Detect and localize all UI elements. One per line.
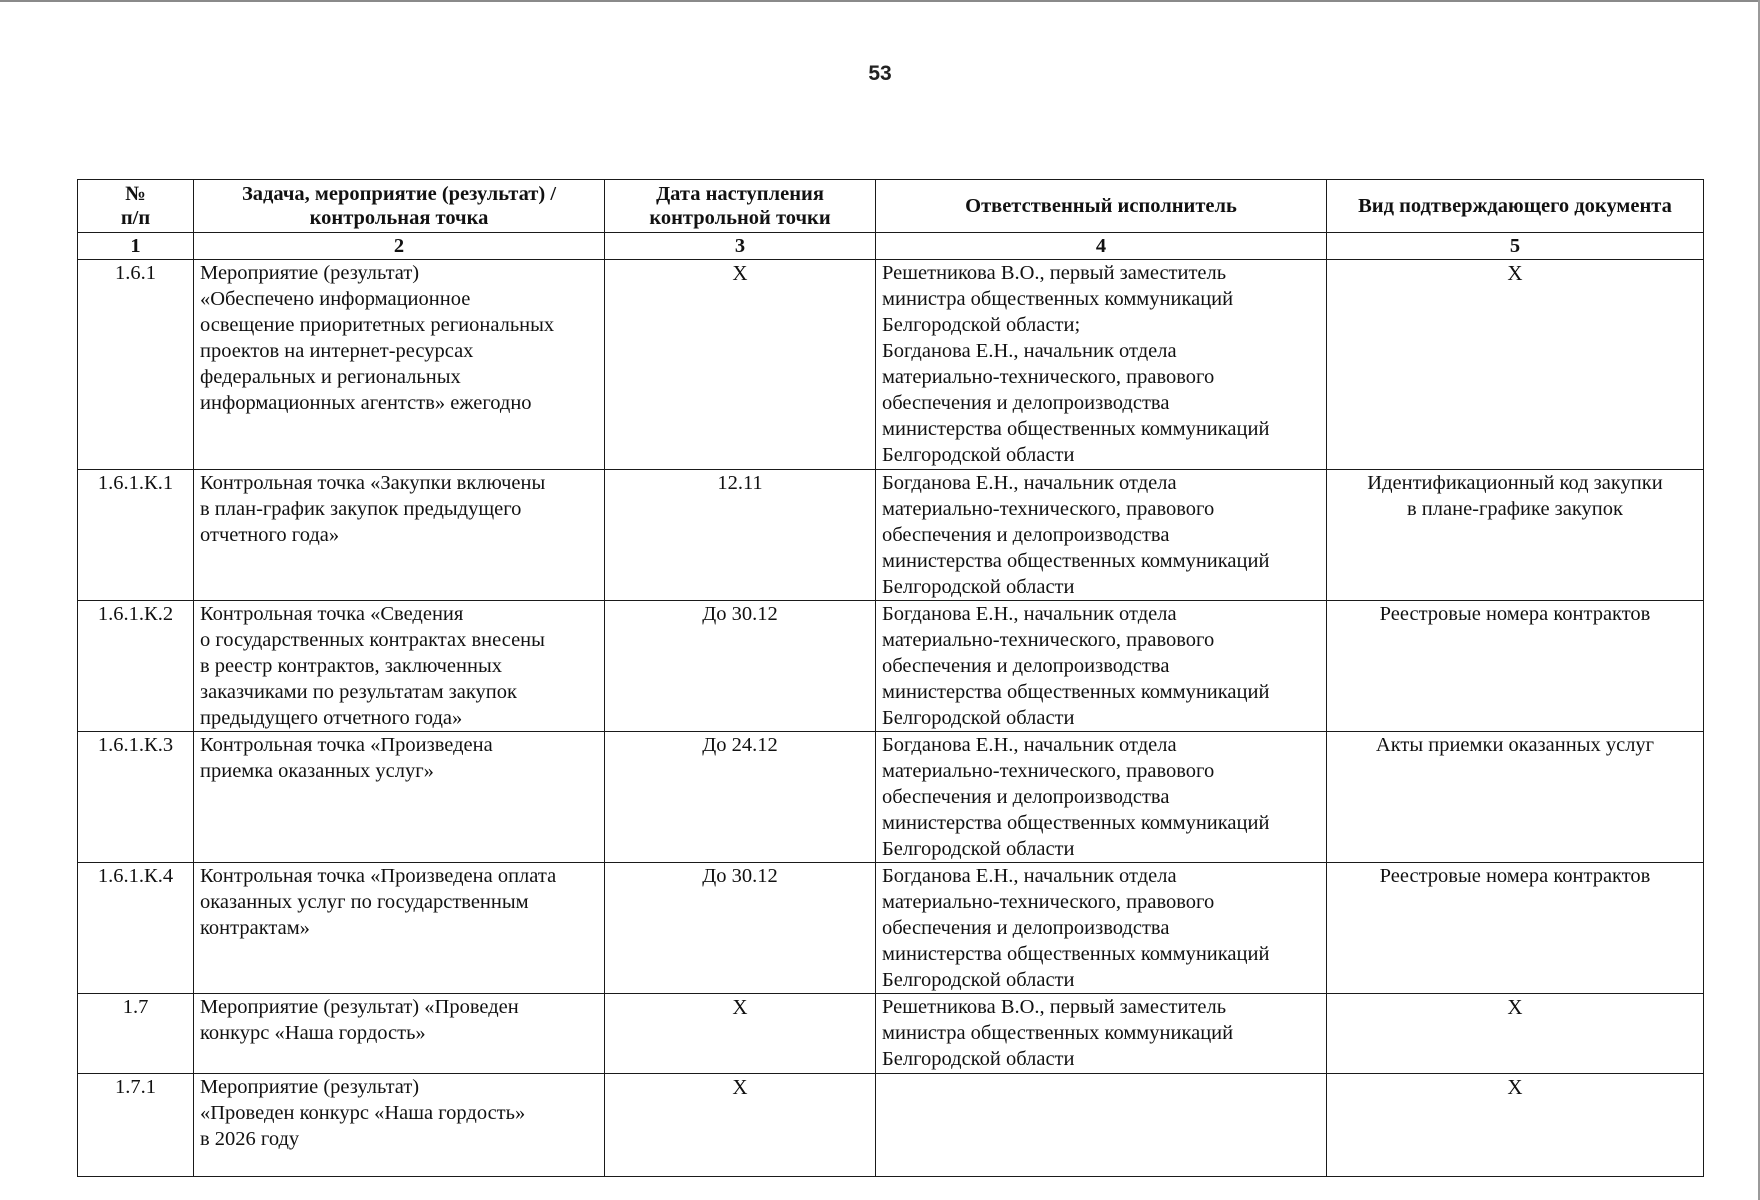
row-task: Мероприятие (результат) «Проведен конкурс «Наша гордость» в 2026 году (194, 1074, 605, 1177)
scan-edge-top (0, 0, 1760, 2)
column-number: 5 (1327, 233, 1704, 260)
column-number: 2 (194, 233, 605, 260)
row-document: Х (1327, 260, 1704, 470)
row-number: 1.6.1.К.3 (78, 732, 194, 863)
row-responsible (876, 1074, 1327, 1177)
row-number: 1.6.1.К.2 (78, 601, 194, 732)
row-number: 1.6.1.К.4 (78, 863, 194, 994)
column-number-row (78, 233, 1704, 260)
table-row (78, 994, 1704, 1074)
row-responsible: Богданова Е.Н., начальник отдела материально-технического, правового обеспечения и делопроизводства министерства общественных коммуникаций Белгородской области (876, 470, 1327, 601)
header-document: Вид подтверждающего документа (1327, 180, 1704, 233)
row-document: Х (1327, 994, 1704, 1074)
row-document: Х (1327, 1074, 1704, 1177)
row-date: Х (605, 1074, 876, 1177)
header-number: № п/п (78, 180, 194, 233)
row-task: Мероприятие (результат) «Проведен конкурс «Наша гордость» (194, 994, 605, 1074)
row-document: Идентификационный код закупки в плане-графике закупок (1327, 470, 1704, 601)
table-row (78, 732, 1704, 863)
row-document: Реестровые номера контрактов (1327, 601, 1704, 732)
row-responsible: Богданова Е.Н., начальник отдела материально-технического, правового обеспечения и делопроизводства министерства общественных коммуникаций Белгородской области (876, 732, 1327, 863)
row-number: 1.6.1.К.1 (78, 470, 194, 601)
row-date: Х (605, 994, 876, 1074)
table-row (78, 863, 1704, 994)
table-row (78, 260, 1704, 470)
row-date: До 30.12 (605, 863, 876, 994)
row-responsible: Решетникова В.О., первый заместитель министра общественных коммуникаций Белгородской области; Богданова Е.Н., начальник отдела материально-технического, правового обеспечения и делопроизводства министерства общественных коммуникаций Белгородской области (876, 260, 1327, 470)
row-task: Мероприятие (результат) «Обеспечено информационное освещение приоритетных региональных проектов на интернет-ресурсах федеральных и региональных информационных агентств» ежегодно (194, 260, 605, 470)
row-document: Акты приемки оказанных услуг (1327, 732, 1704, 863)
control-points-table (77, 179, 1704, 1177)
row-number: 1.6.1 (78, 260, 194, 470)
table-row (78, 601, 1704, 732)
row-date: 12.11 (605, 470, 876, 601)
column-number: 3 (605, 233, 876, 260)
row-number: 1.7 (78, 994, 194, 1074)
table-row (78, 470, 1704, 601)
page-number: 53 (868, 62, 892, 85)
table-row (78, 1074, 1704, 1177)
header-row (78, 180, 1704, 233)
column-number: 1 (78, 233, 194, 260)
row-number: 1.7.1 (78, 1074, 194, 1177)
row-task: Контрольная точка «Сведения о государственных контрактах внесены в реестр контрактов, заключенных заказчиками по результатам закупок предыдущего отчетного года» (194, 601, 605, 732)
row-document: Реестровые номера контрактов (1327, 863, 1704, 994)
header-date: Дата наступления контрольной точки (605, 180, 876, 233)
row-responsible: Богданова Е.Н., начальник отдела материально-технического, правового обеспечения и делопроизводства министерства общественных коммуникаций Белгородской области (876, 601, 1327, 732)
row-responsible: Богданова Е.Н., начальник отдела материально-технического, правового обеспечения и делопроизводства министерства общественных коммуникаций Белгородской области (876, 863, 1327, 994)
row-date: До 24.12 (605, 732, 876, 863)
row-task: Контрольная точка «Произведена приемка оказанных услуг» (194, 732, 605, 863)
column-number: 4 (876, 233, 1327, 260)
row-task: Контрольная точка «Произведена оплата оказанных услуг по государственным контрактам» (194, 863, 605, 994)
row-date: Х (605, 260, 876, 470)
header-task: Задача, мероприятие (результат) / контрольная точка (194, 180, 605, 233)
row-task: Контрольная точка «Закупки включены в план-график закупок предыдущего отчетного года» (194, 470, 605, 601)
header-responsible: Ответственный исполнитель (876, 180, 1327, 233)
row-responsible: Решетникова В.О., первый заместитель министра общественных коммуникаций Белгородской области (876, 994, 1327, 1074)
row-date: До 30.12 (605, 601, 876, 732)
